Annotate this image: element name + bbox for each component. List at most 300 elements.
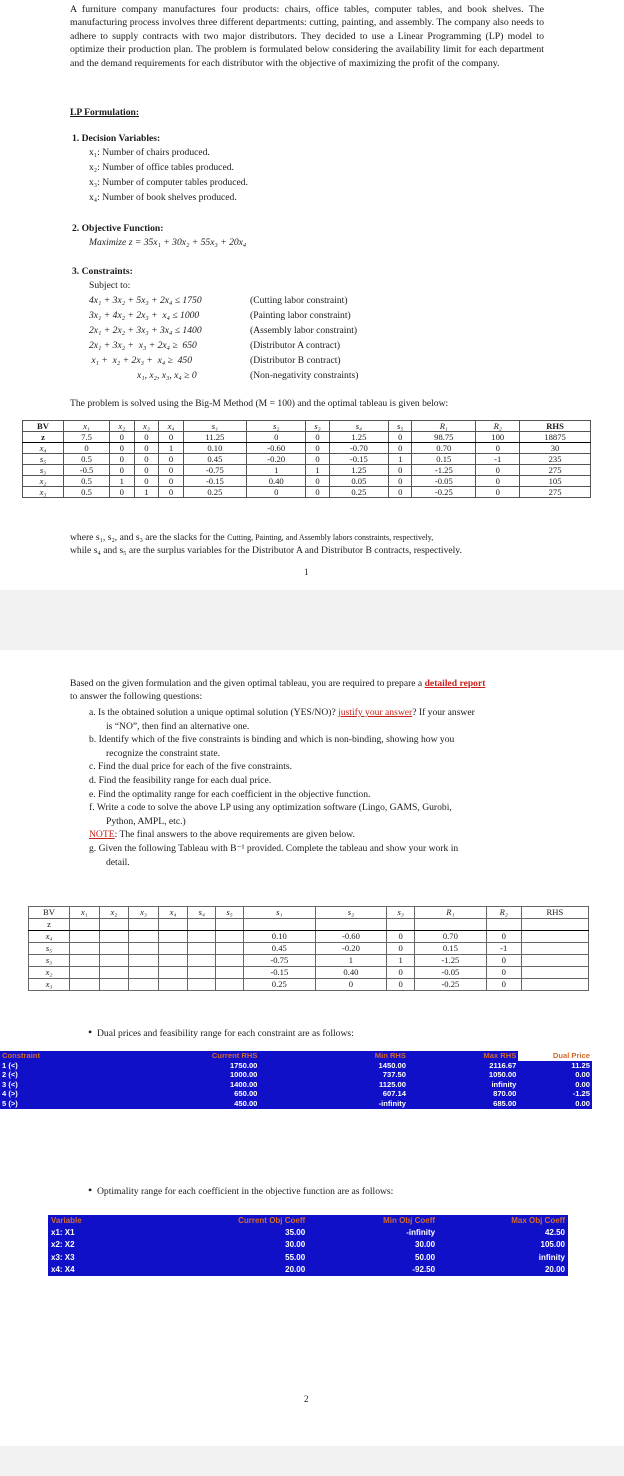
- slack-explanation: [70, 531, 560, 557]
- cell: 18875: [520, 432, 591, 443]
- cell: [99, 979, 129, 991]
- detailed-report-link: detailed report: [424, 678, 486, 689]
- dual-header-row: [0, 1051, 592, 1061]
- cell: 737.50: [382, 1070, 406, 1080]
- cell: 105.00: [540, 1240, 565, 1250]
- header-cell: Current RHS: [211, 1051, 258, 1060]
- dual-price-table: [0, 1051, 592, 1109]
- cell: 0: [110, 465, 135, 476]
- cell: 0: [387, 967, 415, 979]
- cell: 0: [315, 979, 387, 991]
- page-gap: [0, 590, 624, 650]
- cell: 2 (<): [2, 1070, 18, 1080]
- constraint-expr: 2x₁ + 3x₂ + x₃ + 2x₄ ≥ 650: [89, 340, 197, 351]
- cell: 0: [306, 476, 329, 487]
- cell: [216, 955, 244, 967]
- page-2: [0, 650, 624, 1446]
- cell: s₅: [29, 943, 70, 955]
- lp-formulation-heading: LP Formulation:: [70, 107, 140, 118]
- header-cell: Dual Price: [518, 1051, 592, 1061]
- cell: 0.45: [183, 454, 246, 465]
- header-cell: RHS: [520, 421, 591, 432]
- header-cell: s₄: [329, 421, 389, 432]
- optimality-range-table: [48, 1215, 568, 1276]
- cell: 0: [389, 487, 412, 498]
- dual-bullet-text: Dual prices and feasibility range for each constraint are as follows:: [97, 1028, 354, 1039]
- cell: x₂: [29, 967, 70, 979]
- cell: [415, 919, 487, 931]
- opt-row: [48, 1252, 568, 1264]
- cell: [158, 967, 188, 979]
- cell: 1: [159, 443, 184, 454]
- page-number: 1: [304, 567, 309, 577]
- decision-variables-list: [89, 146, 248, 204]
- question-c: c. Find the dual price for each of the five constraints.: [89, 761, 292, 773]
- header-cell: s₃: [306, 421, 329, 432]
- cell: 0.5: [64, 454, 110, 465]
- question-b: b. Identify which of the five constraints is binding and which is non-binding, showing how you: [89, 734, 455, 746]
- cell: 0: [134, 443, 159, 454]
- blank-tableau: [28, 906, 589, 991]
- cell: 30.00: [415, 1240, 436, 1250]
- question-b-cont: recognize the constraint state.: [106, 747, 221, 759]
- header-cell: R₂: [486, 907, 521, 919]
- cell: x₂: [23, 476, 64, 487]
- intro-text-2: to answer the following questions:: [70, 691, 203, 702]
- tableau-row: [29, 955, 589, 967]
- cell: 0: [246, 487, 306, 498]
- cell: 0.70: [412, 443, 476, 454]
- constraint-note: (Non-negativity constraints): [250, 370, 359, 381]
- tableau-row: [29, 943, 589, 955]
- cell: 275: [520, 487, 591, 498]
- cell: -0.60: [315, 931, 387, 943]
- cell: [315, 919, 387, 931]
- tableau-row: [23, 454, 591, 465]
- header-cell: Max RHS: [483, 1051, 517, 1060]
- header-cell: x₂: [99, 907, 129, 919]
- dual-row: [0, 1061, 592, 1071]
- cell: 0.05: [329, 476, 389, 487]
- tableau-row: [29, 919, 589, 931]
- cell: 1: [315, 955, 387, 967]
- cell: 0: [306, 487, 329, 498]
- cell: 0: [306, 443, 329, 454]
- header-cell: s₁: [244, 907, 316, 919]
- cell: 98.75: [412, 432, 476, 443]
- header-cell: R₂: [476, 421, 520, 432]
- tableau-row: [23, 443, 591, 454]
- cell: 1: [110, 476, 135, 487]
- cell: [129, 943, 159, 955]
- cell: 1000.00: [229, 1070, 258, 1080]
- tableau-row: [29, 931, 589, 943]
- cell: 0: [159, 465, 184, 476]
- cell: -0.25: [412, 487, 476, 498]
- cell: 0.10: [183, 443, 246, 454]
- dual-row: [0, 1070, 592, 1080]
- opt-row: [48, 1227, 568, 1239]
- tableau-row: [23, 465, 591, 476]
- constraint-note: (Assembly labor constraint): [250, 325, 358, 336]
- cell: 450.00: [234, 1098, 258, 1108]
- cell: -0.20: [315, 943, 387, 955]
- dv-item: x₁: Number of chairs produced.: [89, 147, 210, 158]
- cell: -0.5: [64, 465, 110, 476]
- constraint-note: (Distributor A contract): [250, 340, 341, 351]
- cell: 11.25: [571, 1060, 590, 1070]
- cell: 30.00: [285, 1240, 306, 1250]
- cell: 0: [389, 465, 412, 476]
- cell: x3: X3: [51, 1252, 75, 1262]
- header-cell: Min Obj Coeff: [383, 1216, 436, 1225]
- header-cell: R₁: [415, 907, 487, 919]
- cell: 1450.00: [378, 1060, 406, 1070]
- cell: 0: [134, 465, 159, 476]
- header-cell: x₃: [129, 907, 159, 919]
- header-cell: Constraint: [2, 1051, 40, 1060]
- cell: 0: [134, 454, 159, 465]
- cell: 0: [476, 443, 520, 454]
- cell: 0: [389, 432, 412, 443]
- bullet-icon: •: [88, 1025, 93, 1039]
- dual-bullet: [88, 1026, 354, 1040]
- cell: 4 (>): [2, 1089, 18, 1099]
- cell: 105: [520, 476, 591, 487]
- question-e: e. Find the optimality range for each coefficient in the objective function.: [89, 788, 371, 800]
- header-cell: Max Obj Coeff: [511, 1216, 565, 1225]
- cell: [158, 943, 188, 955]
- cell: 0.15: [412, 454, 476, 465]
- cell: 1: [246, 465, 306, 476]
- header-cell: x₃: [134, 421, 159, 432]
- page-gap: [0, 1446, 624, 1476]
- cell: 0: [387, 943, 415, 955]
- question-a-cont: is “NO”, then find an alternative one.: [106, 720, 250, 732]
- cell: -0.70: [329, 443, 389, 454]
- cell: x2: X2: [51, 1240, 75, 1250]
- cell: 235: [520, 454, 591, 465]
- header-cell: Variable: [51, 1216, 82, 1225]
- cell: [158, 979, 188, 991]
- constraint-note: (Cutting labor constraint): [250, 295, 348, 306]
- cell: [188, 955, 216, 967]
- cell: 0: [246, 432, 306, 443]
- cell: [188, 967, 216, 979]
- optimality-bullet: [88, 1184, 393, 1198]
- dual-row: [0, 1080, 592, 1090]
- cell: 275: [520, 465, 591, 476]
- question-g: g. Given the following Tableau with B⁻¹ provided. Complete the tableau and show your work in: [89, 842, 459, 854]
- cell: [99, 919, 129, 931]
- header-cell: x₄: [158, 907, 188, 919]
- cell: 7.5: [64, 432, 110, 443]
- objective-function: Maximize z = 35x₁ + 30x₂ + 55x₃ + 20x₄: [89, 237, 247, 248]
- cell: [521, 931, 588, 943]
- subject-to-label: Subject to:: [89, 280, 131, 291]
- cell: 20.00: [285, 1264, 306, 1274]
- cell: -0.15: [244, 967, 316, 979]
- cell: 5 (>): [2, 1098, 18, 1108]
- cell: -0.05: [412, 476, 476, 487]
- cell: 650.00: [234, 1089, 258, 1099]
- cell: [129, 967, 159, 979]
- cell: [387, 919, 415, 931]
- constraints-heading: 3. Constraints:: [72, 266, 133, 277]
- question-d: d. Find the feasibility range for each dual price.: [89, 774, 272, 786]
- cell: [158, 919, 188, 931]
- question-f-cont: Python, AMPL, etc.): [106, 815, 186, 827]
- cell: z: [29, 919, 70, 931]
- cell: -92.50: [412, 1264, 436, 1274]
- cell: 1.25: [329, 432, 389, 443]
- cell: [188, 979, 216, 991]
- tableau-row: [23, 476, 591, 487]
- cell: 0: [159, 476, 184, 487]
- cell: 1: [134, 487, 159, 498]
- cell: 1: [306, 465, 329, 476]
- cell: 0: [486, 931, 521, 943]
- cell: x₃: [23, 487, 64, 498]
- cell: 0: [110, 454, 135, 465]
- cell: 30: [520, 443, 591, 454]
- cell: infinity: [538, 1252, 565, 1262]
- cell: 0: [134, 432, 159, 443]
- cell: 0: [389, 443, 412, 454]
- cell: [158, 931, 188, 943]
- tableau-row: [29, 979, 589, 991]
- cell: [99, 943, 129, 955]
- cell: [244, 919, 316, 931]
- dv-item: x₄: Number of book shelves produced.: [89, 192, 237, 203]
- header-cell: x₁: [64, 421, 110, 432]
- cell: 0: [110, 487, 135, 498]
- cell: 0: [389, 476, 412, 487]
- cell: -0.15: [183, 476, 246, 487]
- header-cell: s₂: [315, 907, 387, 919]
- cell: 0.40: [246, 476, 306, 487]
- constraint-note: (Distributor B contract): [250, 355, 341, 366]
- cell: 3 (<): [2, 1079, 18, 1089]
- header-cell: s₂: [246, 421, 306, 432]
- cell: 0: [306, 432, 329, 443]
- constraint-expr: 4x₁ + 3x₂ + 5x₃ + 2x₄ ≤ 1750: [89, 295, 202, 306]
- cell: [216, 919, 244, 931]
- header-cell: RHS: [521, 907, 588, 919]
- cell: [129, 919, 159, 931]
- cell: -1.25: [572, 1089, 590, 1099]
- cell: 1: [387, 955, 415, 967]
- cell: 0: [486, 967, 521, 979]
- constraint-notes: [250, 293, 358, 383]
- cell: 0.5: [64, 487, 110, 498]
- cell: [99, 931, 129, 943]
- cell: 0.70: [415, 931, 487, 943]
- cell: -0.75: [183, 465, 246, 476]
- where-text: where s₁, s₂, and s₃ are the slacks for the: [70, 532, 228, 543]
- dv-item: x₃: Number of computer tables produced.: [89, 177, 248, 188]
- cell: -1.25: [415, 955, 487, 967]
- cell: 0: [134, 476, 159, 487]
- cell: -0.75: [244, 955, 316, 967]
- cell: [158, 955, 188, 967]
- header-cell: Current Obj Coeff: [238, 1216, 306, 1225]
- cell: x₃: [29, 979, 70, 991]
- tableau-row: [23, 432, 591, 443]
- page-number: 2: [304, 1394, 309, 1404]
- cell: 0: [110, 432, 135, 443]
- cell: 0.5: [64, 476, 110, 487]
- tableau-row: [29, 967, 589, 979]
- cell: 1050.00: [488, 1070, 517, 1080]
- cell: [70, 955, 100, 967]
- cell: 0: [486, 979, 521, 991]
- dual-row: [0, 1099, 592, 1109]
- constraint-expr: x₁, x₂, x₃, x₄ ≥ 0: [137, 370, 197, 381]
- cell: 1750.00: [229, 1060, 258, 1070]
- opt-bullet-text: Optimality range for each coefficient in the objective function are as follows:: [97, 1186, 394, 1197]
- cell: s₃: [29, 955, 70, 967]
- cell: [521, 919, 588, 931]
- cell: [216, 979, 244, 991]
- cell: [70, 943, 100, 955]
- cell: 1400.00: [229, 1079, 258, 1089]
- question-g-cont: detail.: [106, 856, 130, 868]
- q-text: ? If your answer: [412, 707, 475, 718]
- cell: [188, 919, 216, 931]
- objective-heading: 2. Objective Function:: [72, 223, 164, 234]
- note-label: NOTE: [89, 829, 115, 841]
- cell: [129, 931, 159, 943]
- cell: z: [23, 432, 64, 443]
- constraint-expr: x₁ + x₂ + 2x₃ + x₄ ≥ 450: [89, 355, 193, 366]
- bullet-icon: •: [88, 1183, 93, 1197]
- cell: [70, 931, 100, 943]
- cell: 20.00: [544, 1264, 565, 1274]
- constraint-note: (Painting labor constraint): [250, 310, 351, 321]
- header-cell: s₄: [188, 907, 216, 919]
- report-intro: [70, 677, 550, 703]
- cell: 0.25: [183, 487, 246, 498]
- dual-row: [0, 1089, 592, 1099]
- cell: 685.00: [493, 1098, 517, 1108]
- cell: [216, 931, 244, 943]
- header-cell: s₃: [387, 907, 415, 919]
- cell: 55.00: [285, 1252, 306, 1262]
- where-small-text: Cutting, Painting, and Assembly labors constraints, respectively,: [227, 533, 434, 542]
- cell: [521, 955, 588, 967]
- cell: 0: [387, 931, 415, 943]
- cell: 11.25: [183, 432, 246, 443]
- cell: [99, 955, 129, 967]
- tableau-header-row: [29, 907, 589, 919]
- cell: 0: [476, 487, 520, 498]
- cell: 50.00: [415, 1252, 436, 1262]
- header-cell: R₁: [412, 421, 476, 432]
- cell: x₄: [29, 931, 70, 943]
- cell: 0.45: [244, 943, 316, 955]
- cell: [129, 955, 159, 967]
- optimal-tableau: [22, 420, 591, 498]
- intro-paragraph: A furniture company manufactures four products: chairs, office tables, computer tables, and book shelves. The manufacturing process involves three different departments: cutting, painting, and assembly. The company also needs to adhere to supply contracts with two major distributors. They decided to use a Linear Programming (LP) model to optimize their production plan. The problem is formulated below considering the availability limit for each department and the demand requirements for each distributor with the objective of maximizing the profit of the company.: [70, 4, 544, 69]
- cell: 0.25: [244, 979, 316, 991]
- cell: x₄: [23, 443, 64, 454]
- cell: [188, 943, 216, 955]
- cell: -infinity: [406, 1228, 436, 1238]
- header-cell: Min RHS: [374, 1051, 406, 1060]
- tableau-header-row: [23, 421, 591, 432]
- cell: x1: X1: [51, 1228, 75, 1238]
- cell: -1: [476, 454, 520, 465]
- cell: [188, 931, 216, 943]
- cell: -0.60: [246, 443, 306, 454]
- cell: [99, 967, 129, 979]
- page-1: [0, 0, 624, 590]
- opt-row: [48, 1239, 568, 1251]
- cell: 1 (<): [2, 1060, 18, 1070]
- cell: [70, 979, 100, 991]
- cell: -0.05: [415, 967, 487, 979]
- cell: [521, 967, 588, 979]
- header-cell: BV: [29, 907, 70, 919]
- question-list: [89, 706, 549, 869]
- intro-text: Based on the given formulation and the given optimal tableau, you are required to prepare a: [70, 678, 425, 689]
- cell: 0: [306, 454, 329, 465]
- cell: -0.20: [246, 454, 306, 465]
- cell: [486, 919, 521, 931]
- cell: [216, 967, 244, 979]
- cell: 0: [110, 443, 135, 454]
- cell: 0: [64, 443, 110, 454]
- cell: 607.14: [382, 1089, 406, 1099]
- header-cell: s₁: [183, 421, 246, 432]
- constraint-expr: 3x₁ + 4x₂ + 2x₃ + x₄ ≤ 1000: [89, 310, 200, 321]
- cell: 870.00: [493, 1089, 517, 1099]
- cell: 2116.67: [489, 1060, 517, 1070]
- header-cell: x₄: [159, 421, 184, 432]
- cell: 0.10: [244, 931, 316, 943]
- cell: [129, 979, 159, 991]
- cell: 0: [159, 454, 184, 465]
- cell: 0: [159, 432, 184, 443]
- cell: [521, 943, 588, 955]
- question-a: [89, 706, 549, 720]
- decision-variables-heading: 1. Decision Variables:: [72, 133, 161, 144]
- cell: [216, 943, 244, 955]
- justify-link: justify your answer: [338, 707, 413, 718]
- cell: 42.50: [544, 1228, 565, 1238]
- where-text-2: while s₄ and s₅ are the surplus variables for the Distributor A and Distributor B contracts, respectively.: [70, 545, 462, 556]
- cell: -infinity: [378, 1098, 406, 1108]
- cell: 35.00: [285, 1228, 306, 1238]
- header-cell: s₅: [389, 421, 412, 432]
- cell: -1.25: [412, 465, 476, 476]
- cell: [521, 979, 588, 991]
- note-text: : The final answers to the above requirements are given below.: [114, 829, 355, 841]
- cell: 0.25: [329, 487, 389, 498]
- cell: 0: [159, 487, 184, 498]
- cell: 100: [476, 432, 520, 443]
- cell: 0.40: [315, 967, 387, 979]
- header-cell: x₁: [70, 907, 100, 919]
- cell: -1: [486, 943, 521, 955]
- header-cell: s₅: [216, 907, 244, 919]
- cell: infinity: [491, 1079, 517, 1089]
- cell: 0: [486, 955, 521, 967]
- cell: [70, 967, 100, 979]
- cell: 0.00: [575, 1079, 590, 1089]
- header-cell: x₂: [110, 421, 135, 432]
